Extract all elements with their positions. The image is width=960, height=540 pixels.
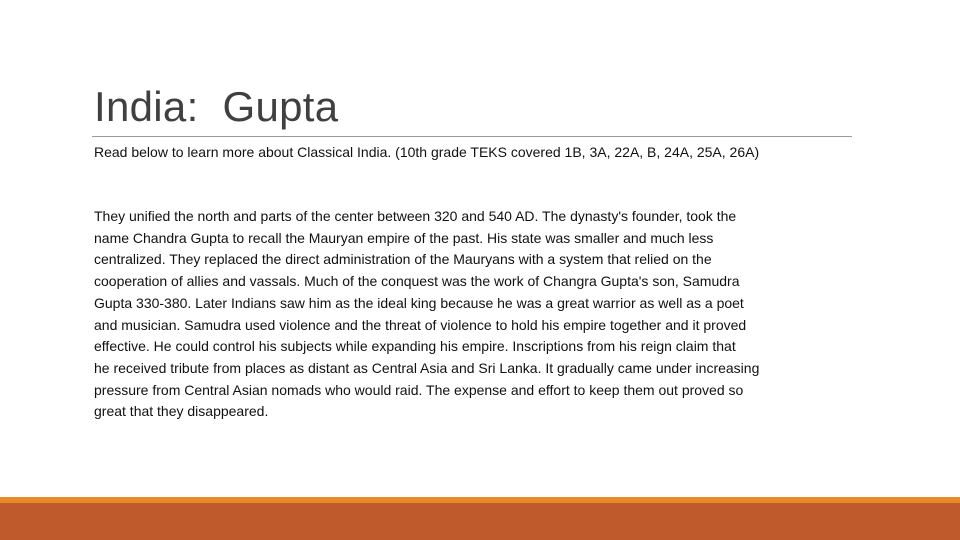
- slide-title: India: Gupta: [94, 83, 339, 130]
- body-line: pressure from Central Asian nomads who would raid. The expense and effort to keep them out proved so: [94, 381, 744, 398]
- footer-band: [0, 503, 960, 540]
- body-line: and musician. Samudra used violence and the threat of violence to hold his empire together and it proved: [94, 316, 747, 333]
- body-line: They unified the north and parts of the center between 320 and 540 AD. The dynasty's founder, took the: [94, 208, 737, 224]
- body-paragraph: [94, 206, 874, 423]
- body-line: effective. He could control his subjects while expanding his empire. Inscriptions from his reign claim that: [94, 338, 736, 355]
- body-line: Gupta 330-380. Later Indians saw him as the ideal king because he was a great warrior as well as a poet: [94, 294, 744, 311]
- body-line: cooperation of allies and vassals. Much of the conquest was the work of Changra Gupta's son, Samudra: [94, 273, 740, 290]
- body-line: he received tribute from places as distant as Central Asia and Sri Lanka. It gradually came under increasing: [94, 359, 760, 376]
- slide-subtitle: Read below to learn more about Classical India. (10th grade TEKS covered 1B, 3A, 22A, B, 24A, 25A, 26A): [94, 144, 760, 160]
- title-divider: [92, 136, 852, 137]
- body-line: great that they disappeared.: [94, 403, 269, 420]
- body-line: name Chandra Gupta to recall the Mauryan empire of the past. His state was smaller and much less: [94, 229, 714, 246]
- body-line: centralized. They replaced the direct administration of the Mauryans with a system that relied on the: [94, 251, 712, 268]
